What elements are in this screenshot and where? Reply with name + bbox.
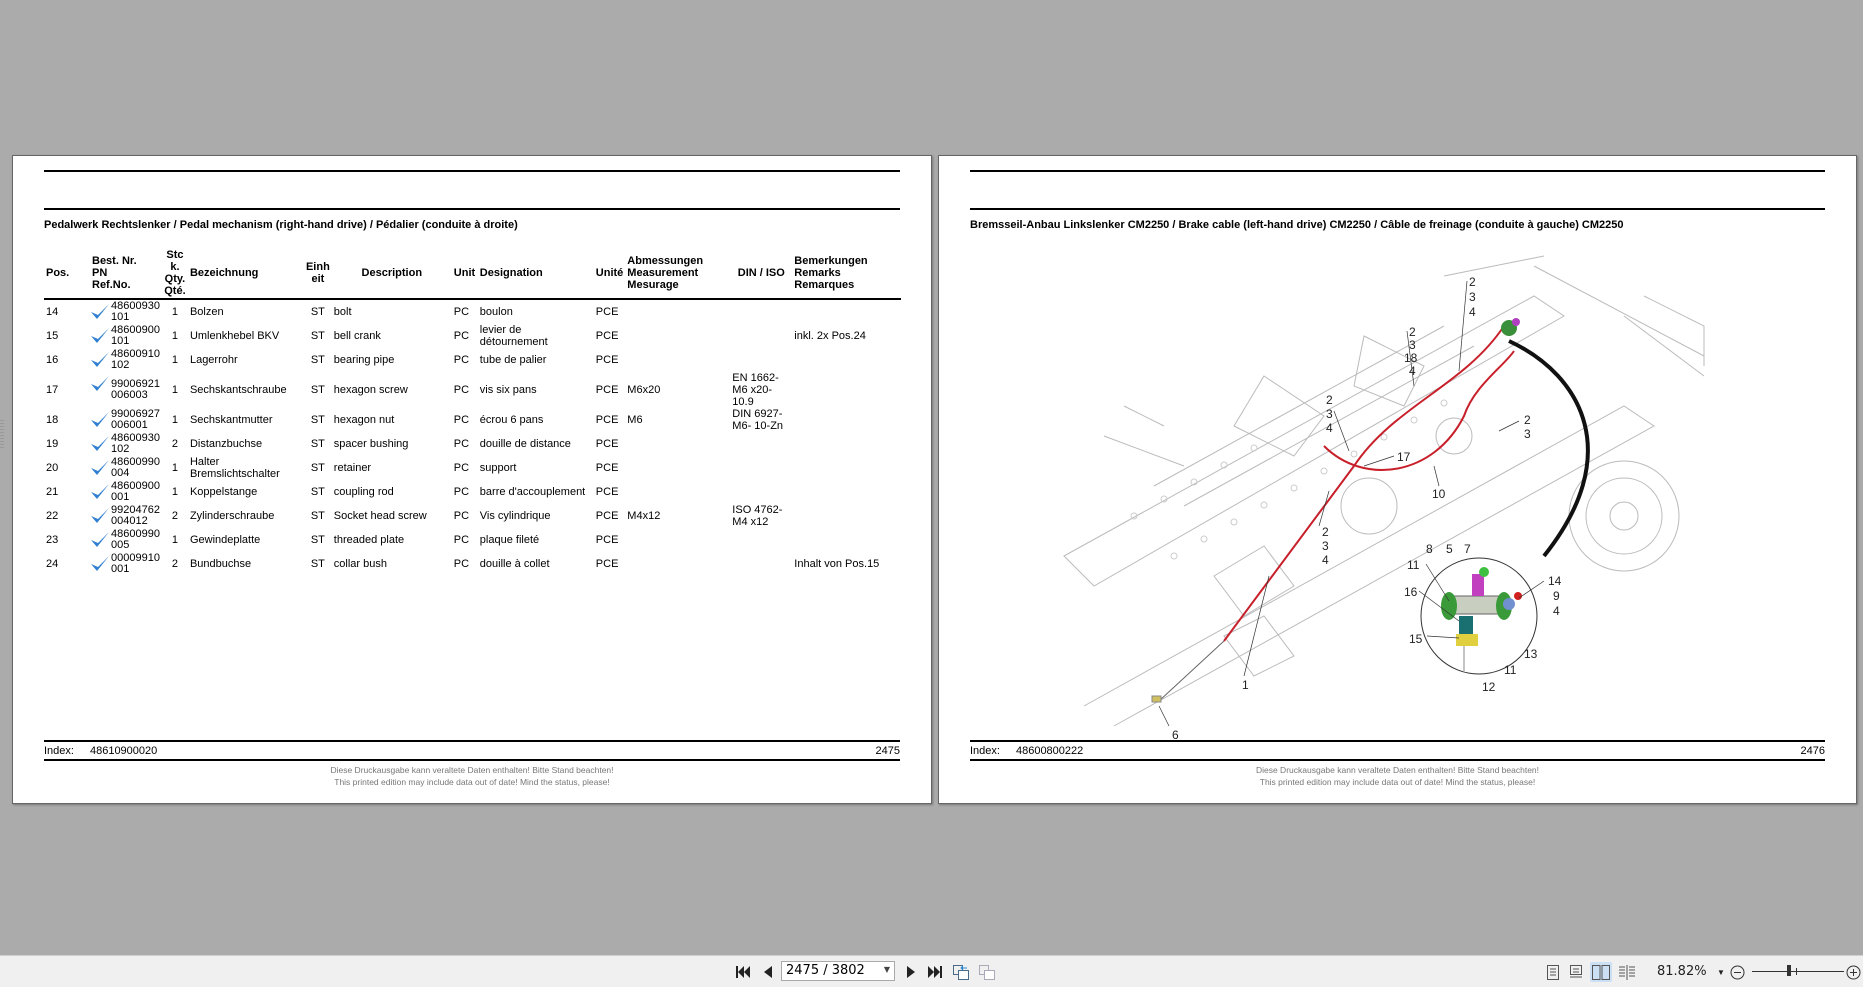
cell-measurement: M6x20 <box>627 384 661 396</box>
cell-din-iso <box>730 348 792 372</box>
last-page-button[interactable] <box>926 962 944 982</box>
checkmark-icon <box>90 507 110 525</box>
checkmark-icon <box>90 483 110 501</box>
callout-4: 4 <box>1322 553 1329 567</box>
col-einheit: Einh eit <box>304 248 332 299</box>
callout-1: 1 <box>1242 678 1249 692</box>
callout-12: 12 <box>1482 680 1496 694</box>
callout-6: 6 <box>1172 728 1179 742</box>
cell-remarks <box>792 528 901 552</box>
callout-18: 18 <box>1404 351 1418 365</box>
cell-bezeichnung: Sechskantmutter <box>189 414 273 426</box>
index-number: 48610900020 <box>89 745 158 757</box>
cell-measurement <box>625 432 730 456</box>
cable-fitting <box>1152 696 1161 702</box>
callout-3: 3 <box>1469 290 1476 304</box>
cell-remarks <box>792 372 901 408</box>
continuous-view-button[interactable] <box>1567 962 1585 982</box>
cell-unit: PC <box>453 384 470 396</box>
next-page-button[interactable] <box>903 962 919 982</box>
cell-measurement <box>625 528 730 552</box>
single-page-view-button[interactable] <box>1544 962 1562 982</box>
cell-description: coupling rod <box>333 486 394 498</box>
checkmark-icon <box>90 531 110 549</box>
cell-din-iso: DIN 6927-M6- 10-Zn <box>732 408 784 432</box>
cell-part-number[interactable]: 00009910 001 <box>90 552 162 576</box>
cell-description: bearing pipe <box>333 354 395 366</box>
cell-remarks: inkl. 2x Pos.24 <box>794 330 866 342</box>
table-header-row <box>44 248 901 299</box>
callout-3: 3 <box>1326 407 1333 421</box>
cell-unit: PC <box>453 534 470 546</box>
cell-remarks <box>792 480 901 504</box>
cell-din-iso: EN 1662-M6 x20-10.9 <box>732 372 779 408</box>
cell-din-iso <box>730 324 792 348</box>
callout-3: 3 <box>1524 427 1531 441</box>
cell-qty: 1 <box>171 384 179 396</box>
previous-page-button[interactable] <box>760 962 776 982</box>
zoom-in-icon <box>1846 965 1861 980</box>
cell-designation: levier de détournement <box>479 324 548 348</box>
previous-page-icon <box>764 966 772 978</box>
cell-qty: 2 <box>171 438 179 450</box>
callout-2: 2 <box>1326 393 1333 407</box>
cell-unite: PCE <box>595 354 619 366</box>
cell-designation: tube de palier <box>479 354 547 366</box>
cell-bezeichnung: Bolzen <box>189 306 224 318</box>
col-remarks: Bemerkungen Remarks Remarques <box>792 248 901 299</box>
bracket-assembly <box>1501 318 1520 336</box>
cell-pos: 21 <box>46 486 59 498</box>
cell-unite: PCE <box>595 462 619 474</box>
brake-cable-red-branch <box>1324 351 1514 470</box>
two-page-view-button[interactable] <box>1590 962 1612 982</box>
page-number: 2475 <box>875 745 900 757</box>
zoom-in-button[interactable] <box>1844 962 1862 982</box>
page-title: Bremsseil-Anbau Linkslenker CM2250 / Brake cable (left-hand drive) CM2250 / Câble de freinage (conduite à gauche) CM2250 <box>970 219 1624 231</box>
cell-unite: PCE <box>595 306 619 318</box>
col-description: Description <box>332 248 452 299</box>
cell-measurement <box>625 299 730 324</box>
disclaimer-de: Diese Druckausgabe kann veraltete Daten enthalten! Bitte Stand beachten! <box>330 765 614 775</box>
cell-designation: Vis cylindrique <box>479 510 551 522</box>
cell-unite: PCE <box>595 486 619 498</box>
cell-description: hexagon nut <box>333 414 395 426</box>
zoom-dropdown-button[interactable] <box>1715 962 1727 982</box>
cell-part-number[interactable]: 48600930 102 <box>90 432 162 456</box>
cell-bezeichnung: Zylinderschraube <box>189 510 275 522</box>
cell-unite: PCE <box>595 534 619 546</box>
cell-measurement: M4x12 <box>627 510 661 522</box>
chevron-down-icon: ▼ <box>1717 967 1725 977</box>
col-pn: Best. Nr. PN Ref.No. <box>90 248 162 299</box>
table-row <box>44 504 901 528</box>
cell-unit: PC <box>453 510 470 522</box>
checkmark-icon <box>90 459 110 477</box>
page-number: 2476 <box>1800 745 1825 757</box>
cell-part-number[interactable]: 99006921 006003 <box>90 372 162 408</box>
footer-index: Index: 48610900020 <box>44 745 158 757</box>
cell-designation: boulon <box>479 306 513 318</box>
checkmark-icon <box>90 375 110 393</box>
footer-index: Index: 48600800222 <box>970 745 1084 757</box>
callout-14: 14 <box>1548 574 1562 588</box>
document-page-right <box>938 155 1857 804</box>
page-number-input[interactable]: 2475 / 3802 ▼ <box>781 961 895 981</box>
cell-part-number[interactable]: 99204762 004012 <box>90 504 162 528</box>
callout-5: 5 <box>1446 542 1453 556</box>
header-rule-top <box>970 170 1825 172</box>
zoom-slider-thumb[interactable] <box>1787 965 1791 976</box>
cell-unit: PC <box>453 306 470 318</box>
cell-pos: 18 <box>46 414 59 426</box>
cell-din-iso <box>730 552 792 576</box>
cell-designation: douille à collet <box>479 558 550 570</box>
cell-measurement <box>625 456 730 480</box>
col-measurement: Abmessungen Measurement Mesurage <box>625 248 730 299</box>
cell-bezeichnung: Sechskantschraube <box>189 384 287 396</box>
cell-qty: 2 <box>171 558 179 570</box>
col-unite: Unité <box>594 248 626 299</box>
callout-7: 7 <box>1464 542 1471 556</box>
col-designation: Designation <box>478 248 594 299</box>
cell-einheit: ST <box>310 384 325 396</box>
chevron-down-icon: ▼ <box>883 965 890 974</box>
cell-pos: 17 <box>46 384 59 396</box>
cell-einheit: ST <box>310 306 325 318</box>
col-pos: Pos. <box>44 248 90 299</box>
cell-remarks <box>792 348 901 372</box>
go-forward-view-button[interactable] <box>977 962 997 982</box>
cell-pos: 19 <box>46 438 59 450</box>
go-back-view-button[interactable] <box>951 962 971 982</box>
checkmark-icon <box>90 411 110 429</box>
cell-unit: PC <box>453 354 470 366</box>
zoom-slider-tick <box>1796 968 1797 975</box>
cell-din-iso <box>730 480 792 504</box>
detail-view <box>1421 558 1537 674</box>
callout-2: 2 <box>1524 413 1531 427</box>
col-qty: Stc k. Qty. Qté. <box>162 248 188 299</box>
cell-qty: 1 <box>171 534 179 546</box>
cell-pos: 20 <box>46 462 59 474</box>
checkmark-icon <box>90 351 110 369</box>
chassis-frame <box>1064 256 1704 726</box>
frame-holes <box>1131 400 1447 559</box>
cell-unite: PCE <box>595 384 619 396</box>
cell-description: Socket head screw <box>333 510 427 522</box>
table-row <box>44 348 901 372</box>
last-page-icon <box>928 966 942 978</box>
cell-unit: PC <box>453 330 470 342</box>
callout-4: 4 <box>1409 364 1416 378</box>
cable-end-wire <box>1159 641 1224 701</box>
callout-13: 13 <box>1524 647 1538 661</box>
checkmark-icon <box>90 327 110 345</box>
callout-3: 3 <box>1409 338 1416 352</box>
callout-10: 10 <box>1432 487 1446 501</box>
cell-unit: PC <box>453 414 470 426</box>
cell-part-number[interactable]: 48600910 102 <box>90 348 162 372</box>
cell-designation: douille de distance <box>479 438 571 450</box>
cell-measurement <box>625 324 730 348</box>
cell-designation: plaque fileté <box>479 534 540 546</box>
cell-qty: 1 <box>171 486 179 498</box>
cell-part-number[interactable]: 48600900 101 <box>90 324 162 348</box>
cell-unit: PC <box>453 438 470 450</box>
callout-3: 3 <box>1322 539 1329 553</box>
callout-labels <box>1172 275 1562 742</box>
cell-measurement: M6 <box>627 414 643 426</box>
footer-rule-bottom <box>44 759 900 761</box>
cell-bezeichnung: Halter Bremslichtschalter <box>189 456 280 480</box>
first-page-icon <box>736 966 750 978</box>
table-row <box>44 456 901 480</box>
cell-pos: 23 <box>46 534 59 546</box>
zoom-out-icon <box>1730 965 1745 980</box>
callout-4: 4 <box>1326 421 1333 435</box>
checkmark-icon <box>90 555 110 573</box>
go-back-view-icon <box>953 965 969 980</box>
callout-11: 11 <box>1504 663 1517 677</box>
zoom-slider-track[interactable] <box>1752 971 1844 972</box>
document-page-left <box>12 155 932 804</box>
cell-measurement <box>625 552 730 576</box>
cell-remarks <box>792 456 901 480</box>
checkmark-icon <box>90 435 110 453</box>
cell-qty: 2 <box>171 510 179 522</box>
brake-cable-diagram <box>1064 256 1724 742</box>
cell-designation: barre d'accouplement <box>479 486 586 498</box>
cell-din-iso <box>730 299 792 324</box>
cell-bezeichnung: Umlenkhebel BKV <box>189 330 280 342</box>
table-row <box>44 299 901 324</box>
table-row <box>44 432 901 456</box>
cell-description: collar bush <box>333 558 387 570</box>
header-rule-bottom <box>44 208 900 210</box>
cell-din-iso: ISO 4762-M4 x12 <box>732 504 783 528</box>
cell-description: retainer <box>333 462 372 474</box>
two-page-icon <box>1592 965 1610 980</box>
page-title: Pedalwerk Rechtslenker / Pedal mechanism (right-hand drive) / Pédalier (conduite à droite) <box>44 219 518 231</box>
footer-rule-top <box>44 740 900 742</box>
two-page-continuous-view-button[interactable] <box>1617 962 1637 982</box>
cell-qty: 1 <box>171 330 179 342</box>
cell-measurement <box>625 348 730 372</box>
table-row <box>44 408 901 432</box>
table-row <box>44 324 901 348</box>
cell-description: threaded plate <box>333 534 405 546</box>
cell-einheit: ST <box>310 414 325 426</box>
cell-unite: PCE <box>595 438 619 450</box>
cell-remarks <box>792 299 901 324</box>
cell-bezeichnung: Distanzbuchse <box>189 438 263 450</box>
cell-remarks <box>792 432 901 456</box>
callout-11: 11 <box>1407 558 1420 572</box>
viewer-toolbar <box>0 955 1863 987</box>
col-din-iso: DIN / ISO <box>730 248 792 299</box>
cell-bezeichnung: Koppelstange <box>189 486 258 498</box>
index-number: 48600800222 <box>1015 745 1084 757</box>
header-rule-bottom <box>970 208 1825 210</box>
cell-unite: PCE <box>595 414 619 426</box>
cell-designation: support <box>479 462 517 474</box>
parts-table-body <box>44 299 901 576</box>
callout-15: 15 <box>1409 632 1423 646</box>
cell-part-number[interactable]: 99006927 006001 <box>90 408 162 432</box>
cell-qty: 1 <box>171 354 179 366</box>
cell-description: hexagon screw <box>333 384 408 396</box>
cell-pos: 22 <box>46 510 59 522</box>
col-unit: Unit <box>452 248 478 299</box>
cell-bezeichnung: Gewindeplatte <box>189 534 261 546</box>
table-row <box>44 480 901 504</box>
callout-2: 2 <box>1409 325 1416 339</box>
disclaimer-en: This printed edition may include data out of date! Mind the status, please! <box>334 777 610 787</box>
cell-designation: vis six pans <box>479 384 537 396</box>
cell-bezeichnung: Lagerrohr <box>189 354 238 366</box>
cell-einheit: ST <box>310 558 325 570</box>
zoom-level[interactable]: 81.82% <box>1657 964 1707 979</box>
cell-remarks <box>792 504 901 528</box>
footer-rule-bottom <box>970 759 1825 761</box>
cell-einheit: ST <box>310 330 325 342</box>
callout-9: 9 <box>1553 589 1560 603</box>
cell-einheit: ST <box>310 486 325 498</box>
callout-4: 4 <box>1469 305 1476 319</box>
callout-8: 8 <box>1426 542 1433 556</box>
cell-part-number[interactable]: 48600990 004 <box>90 456 162 480</box>
first-page-button[interactable] <box>734 962 752 982</box>
panel-resize-grip[interactable] <box>0 420 4 450</box>
go-forward-view-icon <box>979 965 995 980</box>
callout-4: 4 <box>1553 604 1560 618</box>
header-rule-top <box>44 170 900 172</box>
cell-unite: PCE <box>595 510 619 522</box>
cell-part-number[interactable]: 48600930 101 <box>90 299 162 324</box>
col-bezeichnung: Bezeichnung <box>188 248 304 299</box>
footer-rule-top <box>970 740 1825 742</box>
single-page-icon <box>1547 965 1559 980</box>
cell-part-number[interactable]: 48600990 005 <box>90 528 162 552</box>
cell-einheit: ST <box>310 462 325 474</box>
cell-einheit: ST <box>310 354 325 366</box>
cell-einheit: ST <box>310 438 325 450</box>
zoom-out-button[interactable] <box>1728 962 1746 982</box>
cell-unit: PC <box>453 558 470 570</box>
cell-din-iso <box>730 528 792 552</box>
cell-din-iso <box>730 432 792 456</box>
continuous-page-icon <box>1570 965 1582 980</box>
cell-pos: 14 <box>46 306 59 318</box>
checkmark-icon <box>90 303 110 321</box>
disclaimer-de: Diese Druckausgabe kann veraltete Daten enthalten! Bitte Stand beachten! <box>1255 765 1540 775</box>
next-page-icon <box>907 966 915 978</box>
callout-17: 17 <box>1397 450 1411 464</box>
cell-unite: PCE <box>595 330 619 342</box>
cell-din-iso <box>730 456 792 480</box>
cell-einheit: ST <box>310 510 325 522</box>
cell-description: bell crank <box>333 330 381 342</box>
callout-2: 2 <box>1322 525 1329 539</box>
disclaimer-en: This printed edition may include data out of date! Mind the status, please! <box>1259 777 1536 787</box>
parts-table <box>44 248 901 576</box>
cell-pos: 16 <box>46 354 59 366</box>
callout-16: 16 <box>1404 585 1418 599</box>
cell-unite: PCE <box>595 558 619 570</box>
cell-part-number[interactable]: 48600900 001 <box>90 480 162 504</box>
cell-einheit: ST <box>310 534 325 546</box>
callout-2: 2 <box>1469 275 1476 289</box>
cell-unit: PC <box>453 486 470 498</box>
cell-qty: 1 <box>171 462 179 474</box>
cell-description: bolt <box>333 306 352 318</box>
cell-pos: 24 <box>46 558 59 570</box>
cell-description: spacer bushing <box>333 438 409 450</box>
cell-pos: 15 <box>46 330 59 342</box>
cell-remarks <box>792 408 901 432</box>
table-row <box>44 552 901 576</box>
table-row <box>44 528 901 552</box>
cell-measurement <box>625 480 730 504</box>
cell-bezeichnung: Bundbuchse <box>189 558 252 570</box>
table-row <box>44 372 901 408</box>
two-page-continuous-icon <box>1619 965 1635 980</box>
cell-unit: PC <box>453 462 470 474</box>
cell-remarks: Inhalt von Pos.15 <box>794 558 880 570</box>
cell-qty: 1 <box>171 306 179 318</box>
cell-designation: écrou 6 pans <box>479 414 544 426</box>
cell-qty: 1 <box>171 414 179 426</box>
